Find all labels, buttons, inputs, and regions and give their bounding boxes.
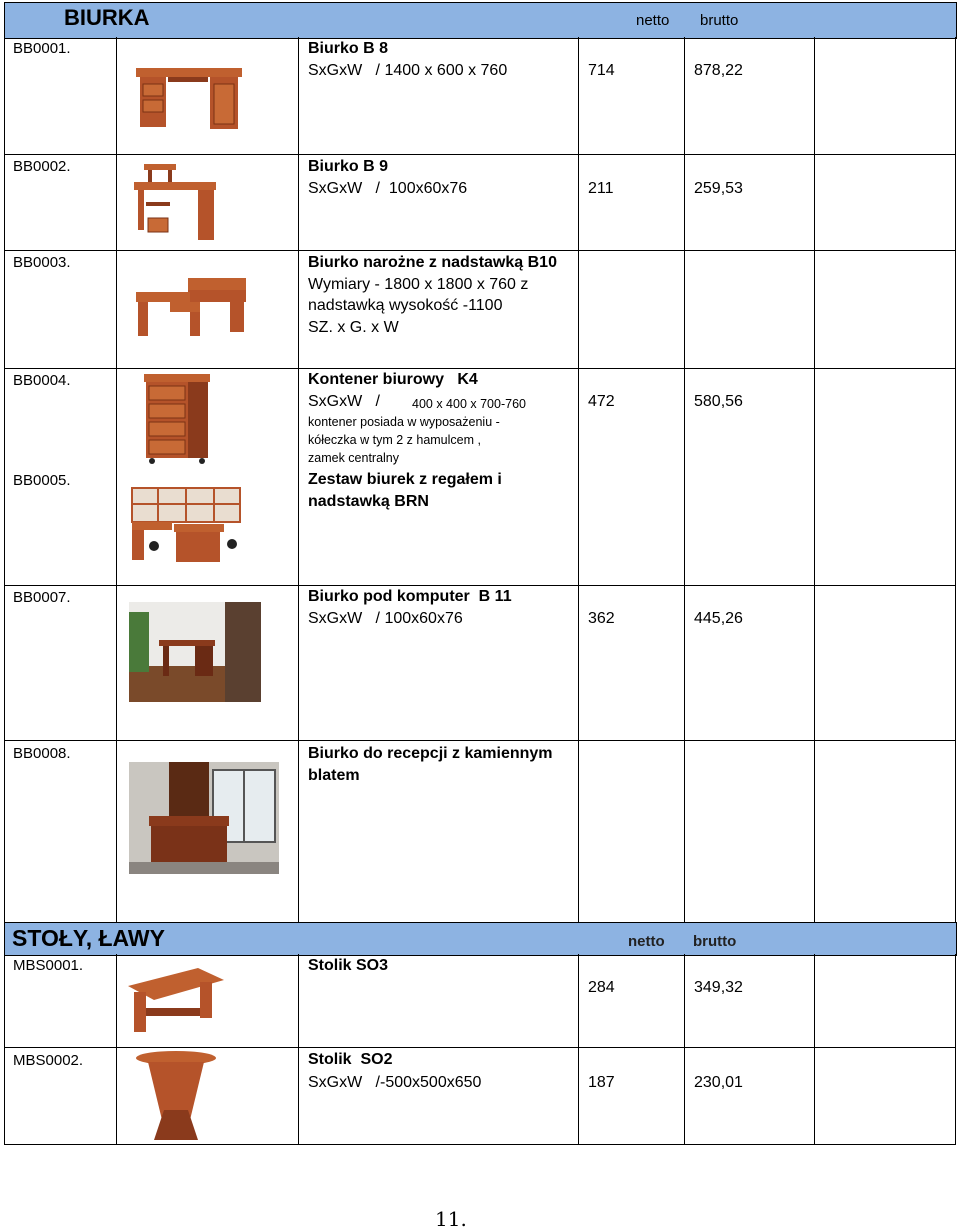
price-brutto: 230,01 — [694, 1074, 743, 1091]
price-brutto: 580,56 — [694, 393, 743, 410]
netto-header-tables: netto — [628, 933, 665, 950]
product-title: Kontener biurowy K4 — [308, 371, 478, 388]
product-dimensions: Wymiary - 1800 x 1800 x 760 z — [308, 276, 529, 293]
reception-desk-photo — [129, 762, 279, 874]
product-code: BB0005. — [13, 472, 71, 489]
product-dimensions-label: SxGxW / — [308, 393, 380, 410]
product-title: Biurko pod komputer B 11 — [308, 588, 512, 605]
product-title: Stolik SO3 — [308, 957, 389, 974]
product-title-line2: blatem — [308, 767, 360, 784]
section-title-desks: BIURKA — [64, 5, 150, 30]
product-dimensions: SxGxW / 1400 x 600 x 760 — [308, 62, 508, 79]
price-netto: 714 — [588, 62, 615, 79]
computer-desk-icon — [128, 162, 220, 244]
product-code: BB0003. — [13, 254, 71, 271]
product-title: Biurko B 8 — [308, 40, 389, 57]
brutto-header-tables: brutto — [693, 933, 737, 950]
price-brutto: 349,32 — [694, 979, 743, 996]
product-description: kontener posiada w wyposażeniu - — [308, 415, 500, 429]
product-code: MBS0002. — [13, 1052, 84, 1069]
product-code: MBS0001. — [13, 957, 84, 974]
desk-set-icon — [128, 486, 244, 564]
product-title: Stolik SO2 — [308, 1051, 393, 1068]
product-description: nadstawką wysokość -1100 — [308, 297, 503, 314]
room-desk-photo — [129, 602, 261, 702]
corner-desk-icon — [130, 274, 250, 340]
product-dimensions: SxGxW / 100x60x76 — [308, 180, 468, 197]
price-brutto: 445,26 — [694, 610, 743, 627]
price-netto: 211 — [588, 180, 614, 197]
product-title-line2: nadstawką BRN — [308, 493, 429, 510]
product-code: BB0008. — [13, 745, 71, 762]
product-description: SZ. x G. x W — [308, 319, 399, 336]
coffee-table-icon — [126, 964, 226, 1036]
price-netto: 187 — [588, 1074, 615, 1091]
product-description: zamek centralny — [308, 451, 400, 465]
price-netto: 284 — [588, 979, 615, 996]
product-dimensions: SxGxW / 100x60x76 — [308, 610, 463, 627]
page-number: 11. — [435, 1207, 467, 1231]
price-netto: 362 — [588, 610, 615, 627]
product-dimensions: 400 x 400 x 700-760 — [412, 397, 526, 411]
price-brutto: 878,22 — [694, 62, 743, 79]
product-code: BB0002. — [13, 158, 71, 175]
netto-header: netto — [636, 12, 670, 29]
product-title: Zestaw biurek z regałem i — [308, 471, 502, 488]
product-code: BB0004. — [13, 372, 71, 389]
product-title: Biurko narożne z nadstawką B10 — [308, 254, 557, 271]
desk-icon — [130, 60, 248, 135]
product-description: kółeczka w tym 2 z hamulcem , — [308, 433, 481, 447]
product-title: Biurko B 9 — [308, 158, 389, 175]
product-code: BB0007. — [13, 589, 71, 606]
product-dimensions: SxGxW /-500x500x650 — [308, 1074, 482, 1091]
product-code: BB0001. — [13, 40, 71, 57]
price-netto: 472 — [588, 393, 615, 410]
round-table-icon — [134, 1050, 218, 1144]
brutto-header: brutto — [700, 12, 739, 29]
price-brutto: 259,53 — [694, 180, 743, 197]
section-title-tables: STOŁY, ŁAWY — [12, 925, 165, 951]
product-title: Biurko do recepcji z kamiennym — [308, 745, 553, 762]
drawer-cabinet-icon — [140, 372, 214, 464]
